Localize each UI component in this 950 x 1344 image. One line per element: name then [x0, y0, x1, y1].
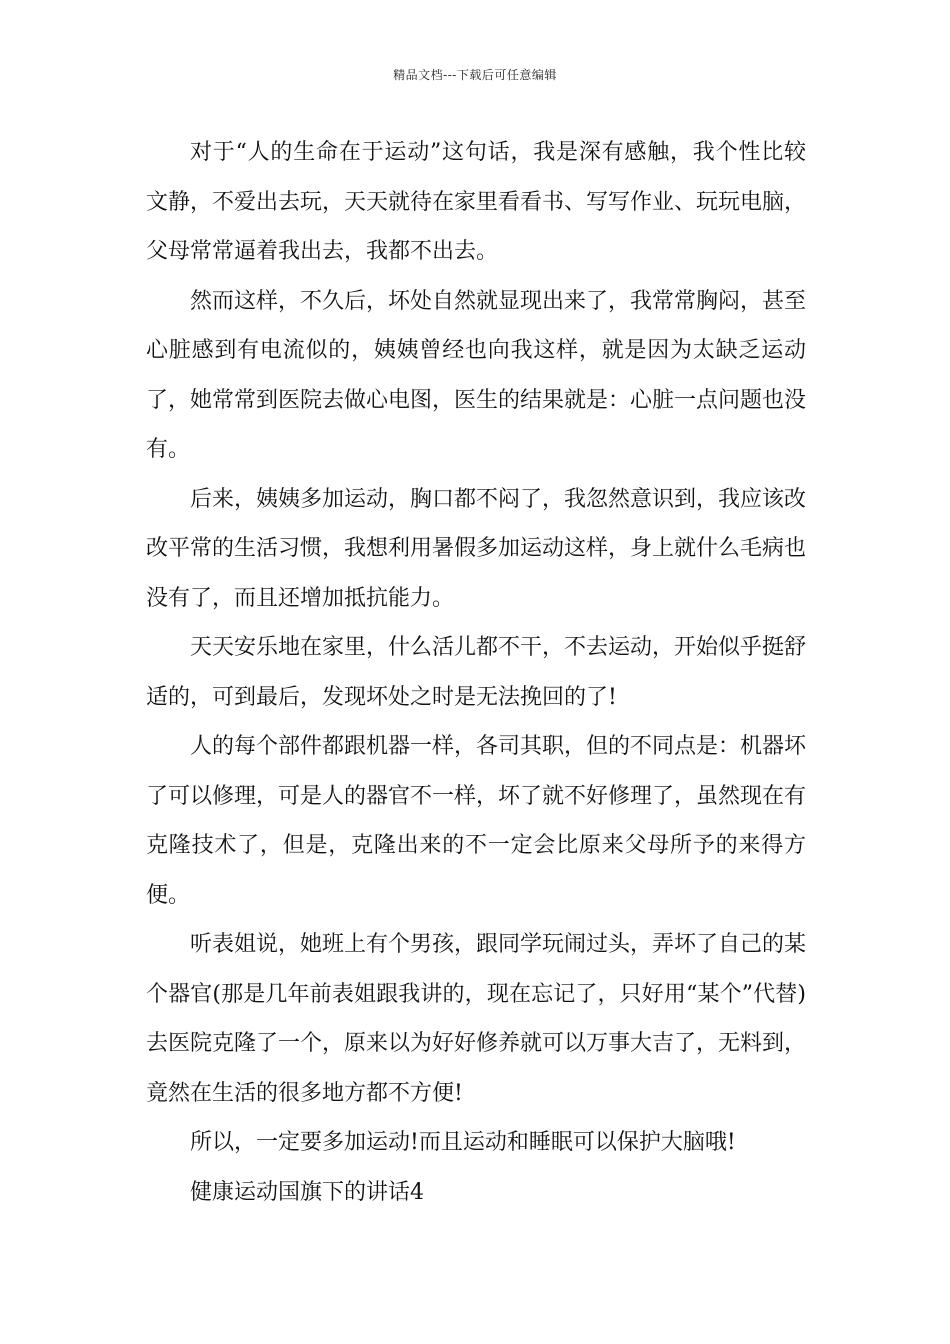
page-header: 精品文档---下载后可任意编辑 — [393, 68, 557, 82]
paragraph: 听表姐说，她班上有个男孩，跟同学玩闹过头，弄坏了自己的某个器官(那是几年前表姐跟我讲的，现在忘记了，只好用“某个”代替)去医院克隆了一个，原来以为好好修养就可以万事大吉了，无料到，竟然在生活的很多地方都不方便! — [146, 932, 807, 1106]
paragraph: 天天安乐地在家里，什么活儿都不干，不去运动，开始似乎挺舒适的，可到最后，发现坏处之时是无法挽回的了! — [146, 635, 807, 710]
paragraph: 然而这样，不久后，坏处自然就显现出来了，我常常胸闷，甚至心脏感到有电流似的，姨姨曾经也向我这样，就是因为太缺乏运动了，她常常到医院去做心电图，医生的结果就是：心脏一点问题也没有。 — [146, 288, 807, 462]
paragraph: 对于“人的生命在于运动”这句话，我是深有感触，我个性比较文静，不爱出去玩，天天就待在家里看看书、写写作业、玩玩电脑，父母常常逼着我出去，我都不出去。 — [146, 140, 807, 264]
section-title: 健康运动国旗下的讲话4 — [190, 1179, 424, 1205]
paragraph: 所以，一定要多加运动!而且运动和睡眠可以保护大脑哦! — [190, 1130, 736, 1155]
document-body — [146, 128, 806, 1217]
paragraph: 后来，姨姨多加运动，胸口都不闷了，我忽然意识到，我应该改改平常的生活习惯，我想利用暑假多加运动这样，身上就什么毛病也没有了，而且还增加抵抗能力。 — [146, 486, 807, 611]
paragraph: 人的每个部件都跟机器一样，各司其职，但的不同点是：机器坏了可以修理，可是人的器官不一样，坏了就不好修理了，虽然现在有克隆技术了，但是，克隆出来的不一定会比原来父母所予的来得方便。 — [146, 734, 807, 908]
